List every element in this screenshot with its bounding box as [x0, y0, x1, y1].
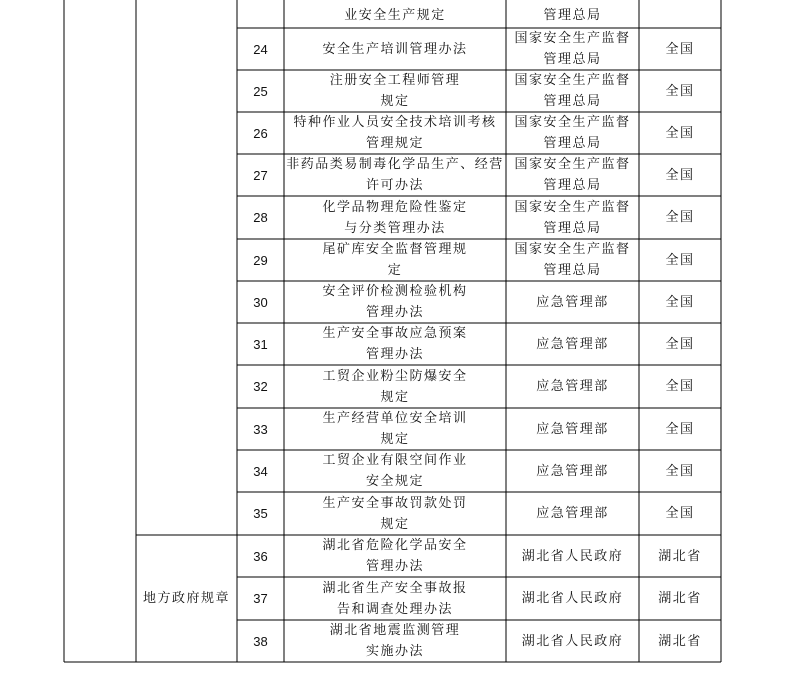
regulation-title: 湖北省生产安全事故报 告和调查处理办法: [322, 580, 468, 617]
issuing-authority: 湖北省人民政府: [521, 633, 624, 649]
row-number: 27: [253, 167, 268, 183]
issuing-authority: 湖北省人民政府: [521, 591, 624, 606]
applicable-scope: 全国: [665, 83, 695, 99]
issuing-authority: 国家安全生产监督 管理总局: [514, 31, 631, 67]
issuing-authority: 国家安全生产监督 管理总局: [514, 73, 631, 109]
applicable-scope: 全国: [665, 167, 695, 183]
row-number: 28: [253, 210, 268, 225]
regulation-title: 生产安全事故应急预案 管理办法: [322, 326, 468, 362]
row-number: 37: [253, 591, 268, 606]
row-number: 29: [253, 252, 268, 268]
applicable-scope: 全国: [665, 210, 695, 225]
regulation-title: 注册安全工程师管理 规定: [329, 73, 461, 109]
row-number: 31: [253, 336, 268, 352]
issuing-authority: 应急管理部: [536, 506, 609, 521]
row-number: 35: [253, 506, 268, 521]
applicable-scope: 湖北省: [658, 633, 702, 649]
issuing-authority: 应急管理部: [536, 294, 609, 310]
applicable-scope: 全国: [665, 125, 695, 141]
issuing-authority: 应急管理部: [536, 421, 609, 437]
issuing-authority: 应急管理部: [536, 463, 609, 479]
continuation-authority: 管理总局: [543, 7, 602, 23]
applicable-scope: 全国: [665, 463, 695, 479]
row-number: 32: [253, 379, 268, 394]
continuation-title: 业安全生产规定: [344, 7, 446, 23]
regulation-title: 生产安全事故罚款处罚 规定: [322, 495, 468, 532]
issuing-authority: 应急管理部: [536, 379, 609, 394]
row-number: 25: [253, 83, 268, 99]
applicable-scope: 全国: [665, 252, 695, 268]
row-number: 38: [253, 633, 268, 649]
applicable-scope: 全国: [665, 506, 695, 521]
applicable-scope: 全国: [665, 379, 695, 394]
row-number: 30: [253, 294, 268, 310]
regulation-title: 湖北省危险化学品安全 管理办法: [322, 538, 468, 574]
regulation-title: 化学品物理危险性鉴定 与分类管理办法: [322, 199, 468, 236]
row-number: 34: [253, 463, 268, 479]
row-number: 26: [253, 125, 268, 141]
issuing-authority: 国家安全生产监督 管理总局: [514, 242, 631, 278]
issuing-authority: 国家安全生产监督 管理总局: [514, 157, 631, 193]
row-number: 33: [253, 421, 268, 437]
regulation-title: 工贸企业有限空间作业 安全规定: [322, 453, 468, 489]
applicable-scope: 湖北省: [658, 591, 702, 606]
category-label: 地方政府规章: [142, 591, 230, 606]
regulation-title: 尾矿库安全监督管理规 定: [322, 242, 468, 278]
regulation-title: 安全评价检测检验机构 管理办法: [322, 284, 468, 320]
issuing-authority: 国家安全生产监督 管理总局: [514, 199, 631, 236]
applicable-scope: 湖北省: [658, 548, 702, 564]
row-number: 36: [253, 548, 268, 564]
issuing-authority: 应急管理部: [536, 336, 609, 352]
row-number: 24: [253, 41, 268, 57]
applicable-scope: 全国: [665, 421, 695, 437]
regulation-title: 特种作业人员安全技术培训考核 管理规定: [293, 115, 497, 151]
regulation-title: 生产经营单位安全培训 规定: [322, 411, 468, 447]
issuing-authority: 国家安全生产监督 管理总局: [514, 115, 631, 151]
applicable-scope: 全国: [665, 294, 695, 310]
regulation-title: 工贸企业粉尘防爆安全 规定: [322, 368, 468, 405]
regulation-title: 湖北省地震监测管理 实施办法: [329, 623, 461, 659]
applicable-scope: 全国: [665, 336, 695, 352]
applicable-scope: 全国: [665, 41, 695, 57]
regulation-title: 非药品类易制毒化学品生产、经营 许可办法: [286, 157, 504, 193]
regulation-title: 安全生产培训管理办法: [322, 41, 468, 57]
issuing-authority: 湖北省人民政府: [521, 548, 624, 564]
